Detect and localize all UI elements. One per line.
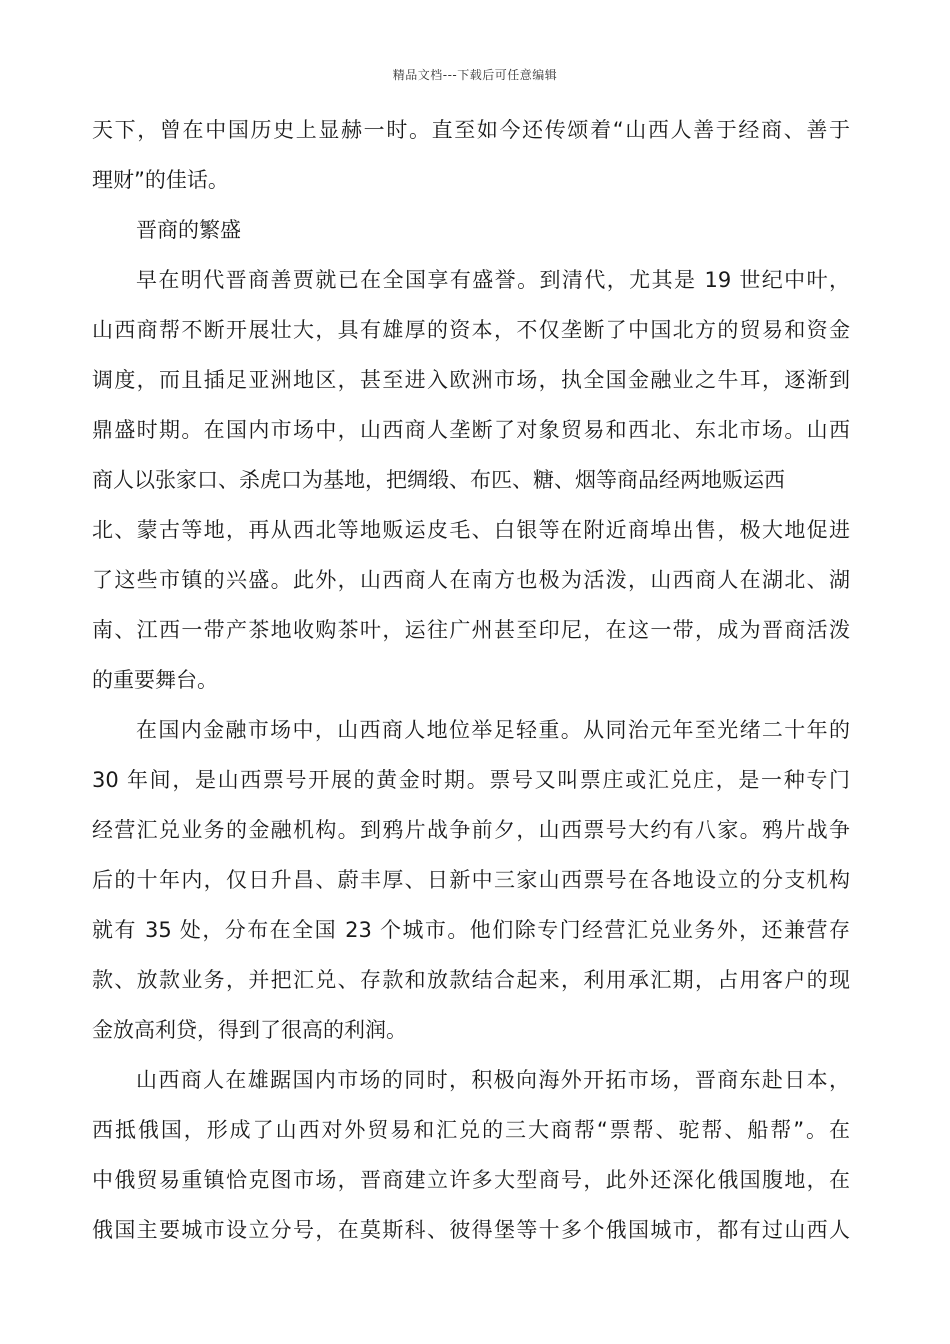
text-line: 中俄贸易重镇恰克图市场，晋商建立许多大型商号，此外还深化俄国腹地，在 <box>92 1168 850 1192</box>
page-header: 精品文档---下载后可任意编辑 <box>392 68 558 82</box>
text-line: 理财”的佳话。 <box>92 168 229 192</box>
text-line: 山西商人在雄踞国内市场的同时，积极向海外开拓市场，晋商东赴日本， <box>136 1068 850 1092</box>
text-line: 款、放款业务，并把汇兑、存款和放款结合起来，利用承汇期，占用客户的现 <box>92 968 850 992</box>
text-line: 在国内金融市场中，山西商人地位举足轻重。从同治元年至光绪二十年的 <box>136 718 850 742</box>
text-line: 山西商帮不断开展壮大，具有雄厚的资本，不仅垄断了中国北方的贸易和资金 <box>92 318 850 342</box>
text-line: 北、蒙古等地，再从西北等地贩运皮毛、白银等在附近商埠出售，极大地促进 <box>92 518 850 542</box>
text-line: 俄国主要城市设立分号，在莫斯科、彼得堡等十多个俄国城市，都有过山西人 <box>92 1218 850 1242</box>
text-line: 天下，曾在中国历史上显赫一时。直至如今还传颂着“山西人善于经商、善于 <box>92 118 850 142</box>
text-line: 鼎盛时期。在国内市场中，山西商人垄断了对象贸易和西北、东北市场。山西 <box>92 418 850 442</box>
text-line: 商人以张家口、杀虎口为基地，把绸缎、布匹、糖、烟等商品经两地贩运西 <box>92 468 785 492</box>
document-body <box>92 105 850 1255</box>
text-line: 西抵俄国，形成了山西对外贸易和汇兑的三大商帮“票帮、驼帮、船帮”。在 <box>92 1118 850 1142</box>
text-line: 30 年间，是山西票号开展的黄金时期。票号又叫票庄或汇兑庄，是一种专门 <box>92 768 850 792</box>
section-heading: 晋商的繁盛 <box>136 218 241 242</box>
text-line: 了这些市镇的兴盛。此外，山西商人在南方也极为活泼，山西商人在湖北、湖 <box>92 568 850 592</box>
text-line: 就有 35 处，分布在全国 23 个城市。他们除专门经营汇兑业务外，还兼营存 <box>92 918 850 942</box>
text-line: 后的十年内，仅日升昌、蔚丰厚、日新中三家山西票号在各地设立的分支机构 <box>92 868 850 892</box>
text-line: 南、江西一带产茶地收购茶叶，运往广州甚至印尼，在这一带，成为晋商活泼 <box>92 618 850 642</box>
text-line: 早在明代晋商善贾就已在全国享有盛誉。到清代，尤其是 19 世纪中叶， <box>136 268 850 292</box>
text-line: 的重要舞台。 <box>92 668 218 692</box>
text-line: 金放高利贷，得到了很高的利润。 <box>92 1018 407 1042</box>
text-line: 经营汇兑业务的金融机构。到鸦片战争前夕，山西票号大约有八家。鸦片战争 <box>92 818 850 842</box>
text-line: 调度，而且插足亚洲地区，甚至进入欧洲市场，执全国金融业之牛耳，逐渐到 <box>92 368 850 392</box>
